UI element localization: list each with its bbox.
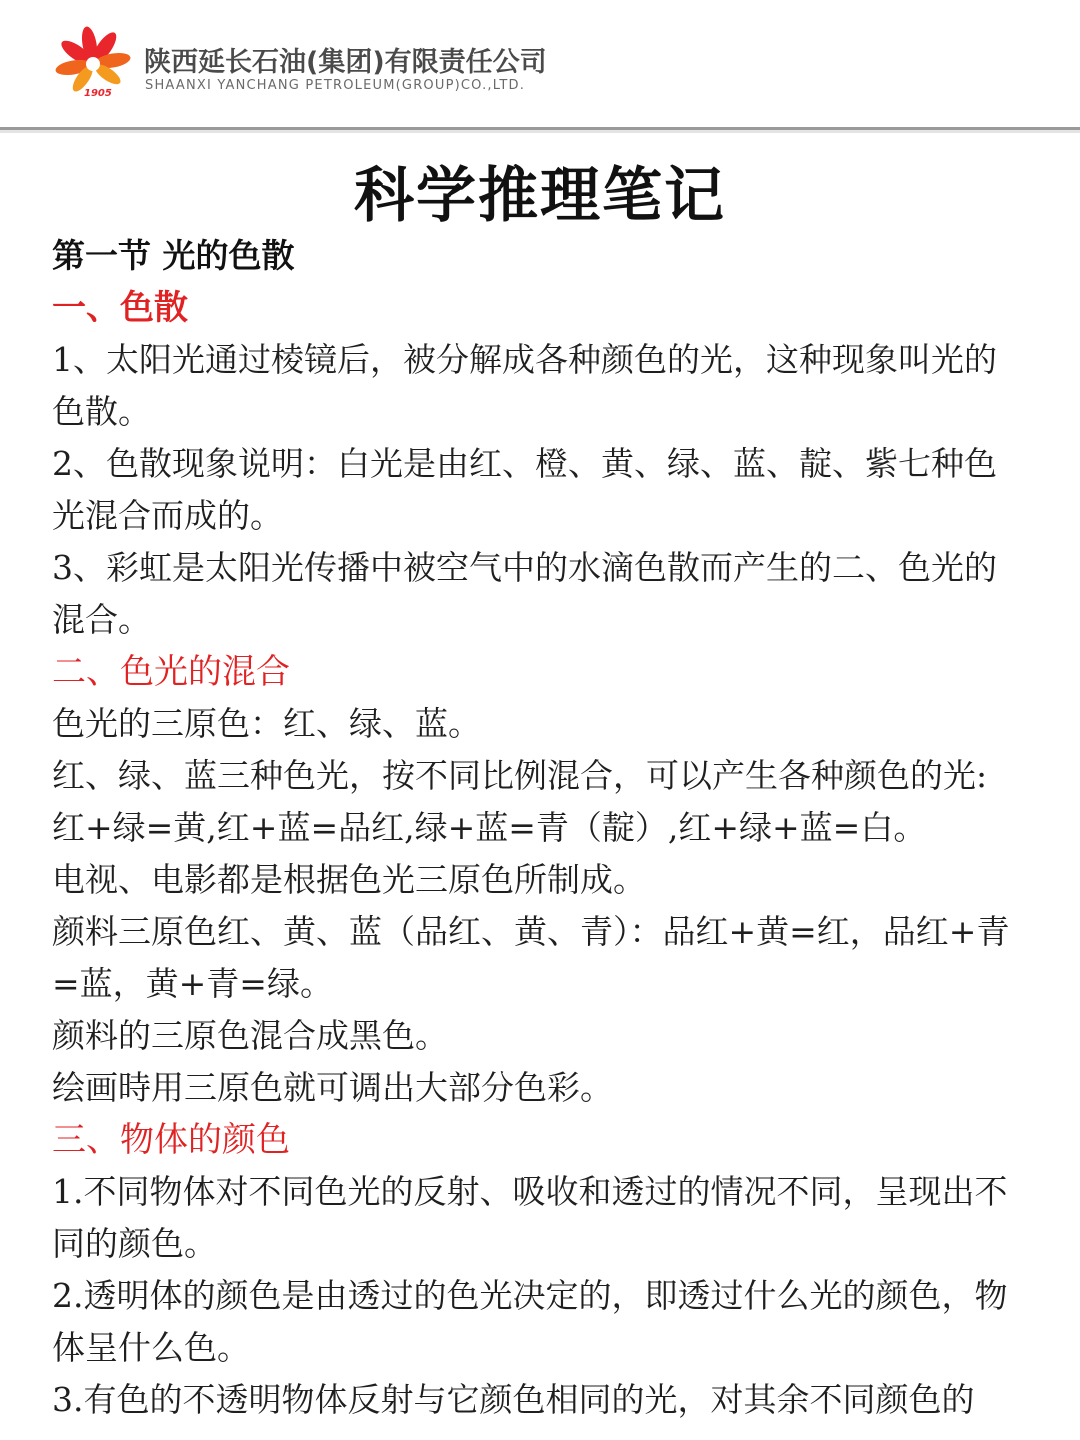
note-paragraph: 2、色散现象说明：白光是由红、橙、黄、绿、蓝、靛、紫七种色光混合而成的。 xyxy=(52,444,997,535)
note-paragraph: 绘画時用三原色就可调出大部分色彩。 xyxy=(52,1068,613,1107)
note-paragraph: 色光的三原色：红、绿、蓝。 xyxy=(52,704,481,743)
note-paragraph: 3.有色的不透明物体反射与它颜色相同的光，对其余不同颜色的 xyxy=(52,1380,975,1419)
note-paragraph: 1.不同物体对不同色光的反射、吸收和透过的情况不同，呈现出不同的颜色。 xyxy=(52,1172,1008,1263)
header-divider-shadow xyxy=(0,130,1080,133)
logo-year: 1905 xyxy=(84,88,112,99)
note-paragraph: 颜料三原色红、黄、蓝（品红、黄、青）：品红+黄=红，品红+青=蓝，黄+青=绿。 xyxy=(52,912,1010,1003)
subsection-heading: 一、色散 xyxy=(52,288,188,328)
note-paragraph: 红、绿、蓝三种色光，按不同比例混合，可以产生各种颜色的光:红+绿=黄,红+蓝=品红,绿+蓝=青（靛）,红+绿+蓝=白。 xyxy=(52,756,988,847)
company-name-cn: 陕西延长石油(集团)有限责任公司 xyxy=(144,47,547,78)
notes-body xyxy=(52,230,1020,1426)
company-logo-icon xyxy=(50,26,136,100)
notes-blocks xyxy=(52,282,1020,1426)
subsection-heading: 二、色光的混合 xyxy=(52,652,290,692)
note-paragraph: 2.透明体的颜色是由透过的色光决定的，即透过什么光的颜色，物体呈什么色。 xyxy=(52,1276,1008,1367)
note-paragraph: 电视、电影都是根据色光三原色所制成。 xyxy=(52,860,646,899)
section-title: 第一节 光的色散 xyxy=(52,236,295,275)
company-name-en: SHAANXI YANCHANG PETROLEUM(GROUP)CO.,LTD. xyxy=(145,78,526,93)
note-paragraph: 3、彩虹是太阳光传播中被空气中的水滴色散而产生的二、色光的混合。 xyxy=(52,548,997,639)
page-header xyxy=(0,0,1080,128)
subsection-heading: 三、物体的颜色 xyxy=(52,1120,290,1160)
page-title: 科学推理笔记 xyxy=(354,161,726,231)
note-paragraph: 颜料的三原色混合成黑色。 xyxy=(52,1016,448,1055)
note-paragraph: 1、太阳光通过棱镜后，被分解成各种颜色的光，这种现象叫光的色散。 xyxy=(52,340,997,431)
